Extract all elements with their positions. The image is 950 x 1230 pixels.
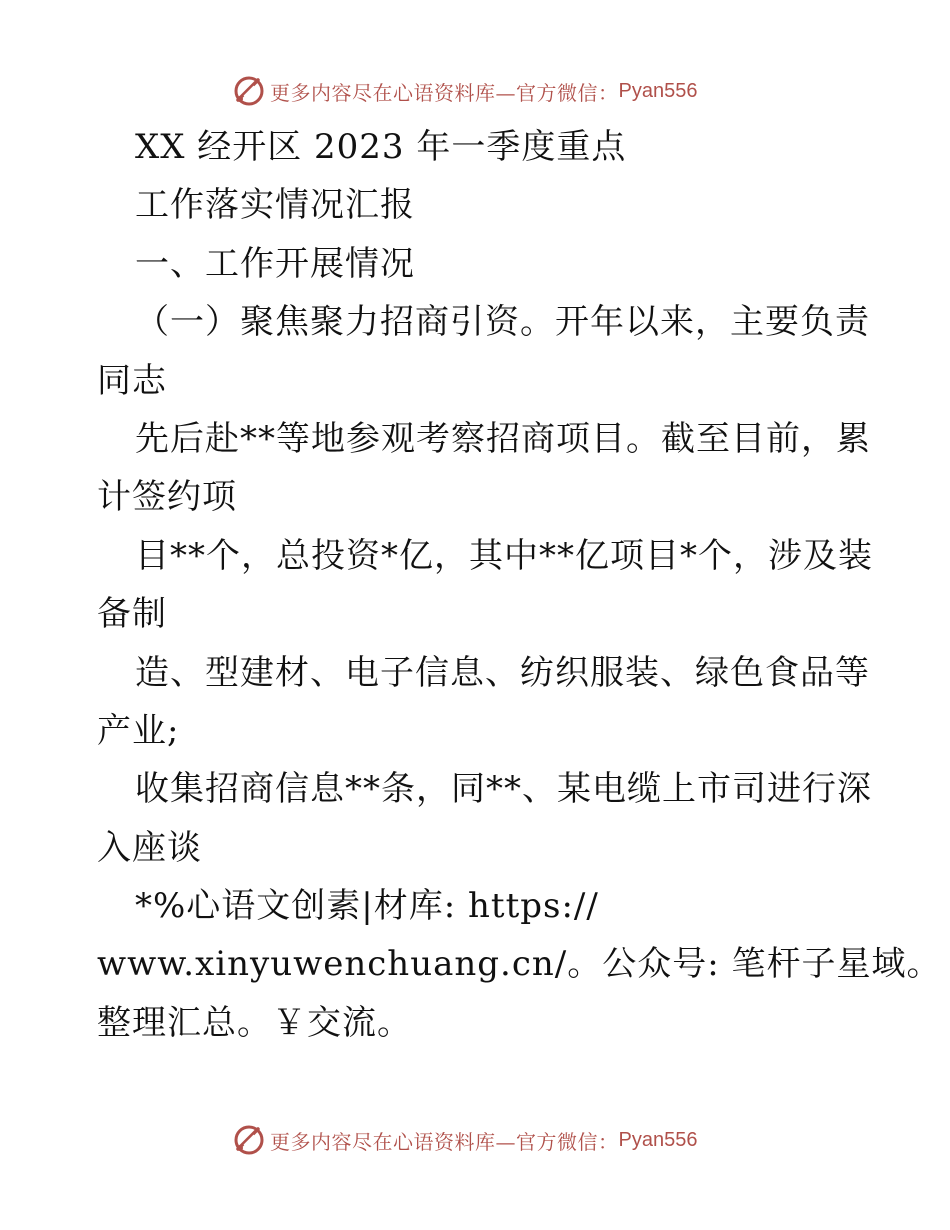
paragraph-line: 先后赴**等地参观考察招商项目。截至目前，累 <box>135 418 871 459</box>
watermark-wechat-id: Pyan556 <box>618 79 698 102</box>
paragraph-line: www.xinyuwenchuang.cn/。公众号: 笔杆子星域。 <box>97 944 942 985</box>
watermark-text: 更多内容尽在心语资料库—官方微信： <box>270 1129 619 1154</box>
paragraph-line: 备制 <box>97 594 167 635</box>
watermark-wechat-id: Pyan556 <box>618 1128 698 1151</box>
paragraph-line: 造、型建材、电子信息、纺织服装、绿色食品等 <box>135 652 870 693</box>
brush-seal-logo-icon <box>232 74 266 108</box>
doc-title-line-2: 工作落实情况汇报 <box>135 185 415 226</box>
paragraph-line: 产业; <box>97 710 180 751</box>
paragraph-line: *%心语文创素|材库: https:// <box>135 886 599 927</box>
doc-title-line-1: XX 经开区 2023 年一季度重点 <box>135 127 627 167</box>
watermark-footer <box>232 1120 697 1160</box>
watermark-header <box>232 71 697 111</box>
paragraph-line: 收集招商信息**条，同**、某电缆上市司进行深 <box>135 769 872 810</box>
paragraph-line: 入座谈 <box>97 827 202 868</box>
paragraph-line: 整理汇总。￥交流。 <box>97 1002 412 1043</box>
brush-seal-logo-icon <box>232 1123 266 1157</box>
paragraph-line: 目**个，总投资*亿，其中**亿项目*个，涉及装 <box>135 535 873 576</box>
section-heading: 一、工作开展情况 <box>135 243 415 284</box>
paragraph-line: 计签约项 <box>97 477 237 518</box>
paragraph-line: （一）聚焦聚力招商引资。开年以来，主要负责 <box>135 302 870 343</box>
paragraph-line: 同志 <box>97 360 167 401</box>
document-body <box>97 118 942 1052</box>
watermark-text: 更多内容尽在心语资料库—官方微信： <box>270 80 619 105</box>
